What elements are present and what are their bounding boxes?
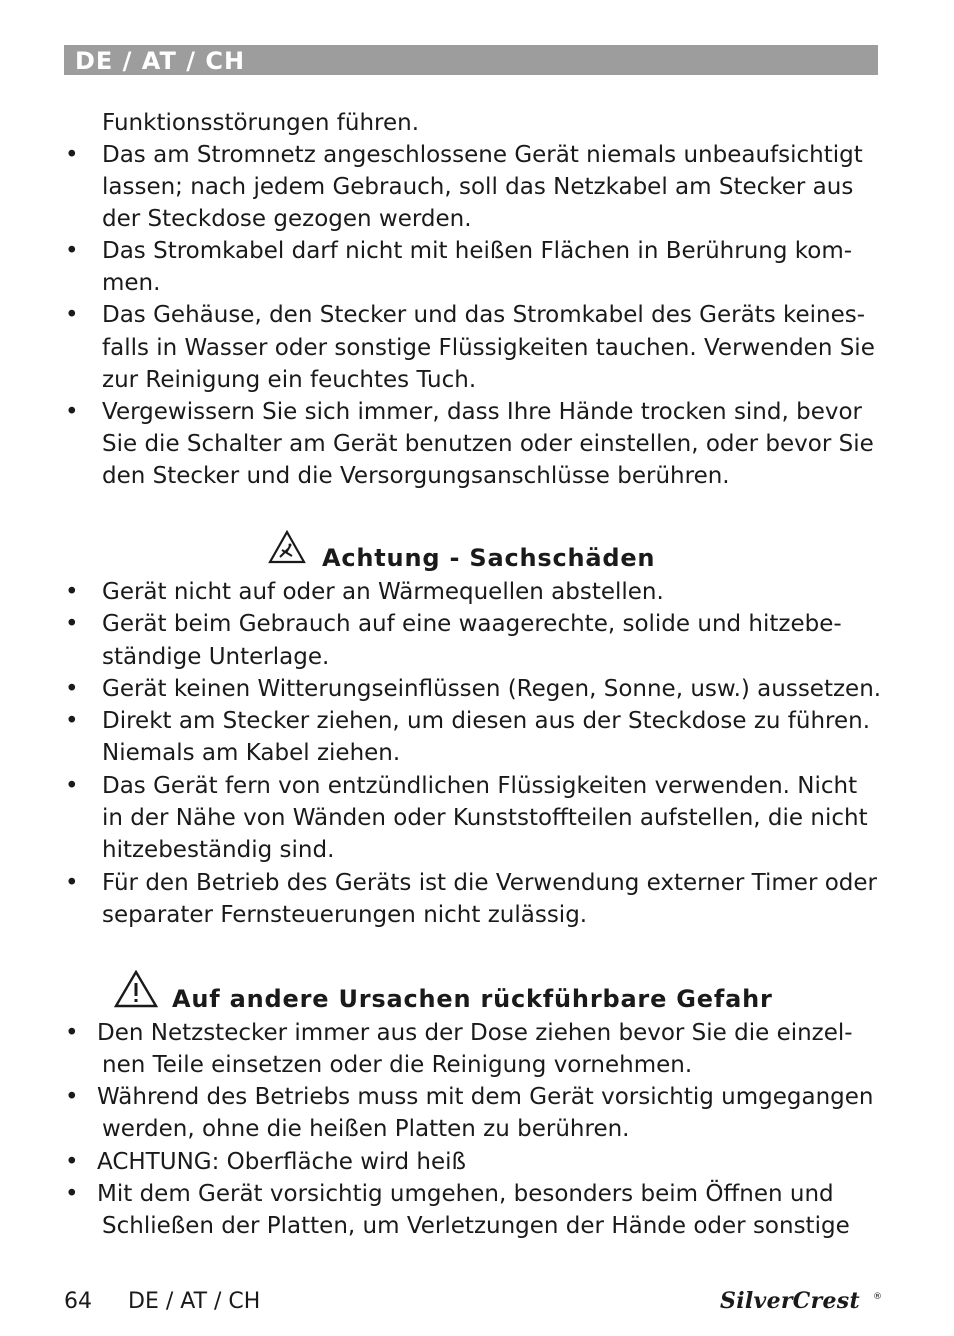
list-item-line: Gerät keinen Witterungseinflüssen (Regen, Sonne, usw.) aussetzen. [102,676,882,702]
section-header-bar [64,45,878,75]
bullet-dot: • [65,773,79,799]
header-label: DE / AT / CH [75,47,246,75]
warning-triangle-icon [114,970,158,1008]
list-item-line: zur Reinigung ein feuchtes Tuch. [102,367,477,393]
list-item-line: Das Stromkabel darf nicht mit heißen Flächen in Berührung kom- [102,238,853,264]
list-item-line: der Steckdose gezogen werden. [102,206,472,232]
list-item-line: Mit dem Gerät vorsichtig umgehen, besonders beim Öffnen und [97,1181,834,1207]
list-item-line: men. [102,270,161,296]
list-item-line: nen Teile einsetzen oder die Reinigung vornehmen. [102,1052,693,1078]
list-item-line: Für den Betrieb des Geräts ist die Verwendung externer Timer oder [102,870,878,896]
list-item-line: ständige Unterlage. [102,644,330,670]
list-item-line: Gerät nicht auf oder an Wärmequellen abstellen. [102,579,664,605]
intro-continuation: Funktionsstörungen führen. [102,110,420,136]
list-item-line: Vergewissern Sie sich immer, dass Ihre Hände trocken sind, bevor [102,399,862,425]
bullet-dot: • [65,1084,79,1110]
list-item-line: Das Gerät fern von entzündlichen Flüssigkeiten verwenden. Nicht [102,773,858,799]
bullet-dot: • [65,611,79,637]
footer-region: DE / AT / CH [128,1289,261,1314]
brand-logo: SilverCrest [720,1288,860,1314]
bullet-dot: • [65,676,79,702]
bullet-dot: • [65,302,79,328]
bullet-dot: • [65,579,79,605]
section-title-other-hazards: Auf andere Ursachen rückführbare Gefahr [172,985,773,1013]
list-item-line: Sie die Schalter am Gerät benutzen oder einstellen, oder bevor Sie [102,431,874,457]
list-item-line: Das Gehäuse, den Stecker und das Stromkabel des Geräts keines- [102,302,866,328]
list-item-line: Niemals am Kabel ziehen. [102,740,401,766]
list-item-line: falls in Wasser oder sonstige Flüssigkeiten tauchen. Verwenden Sie [102,335,875,361]
list-item-line: lassen; nach jedem Gebrauch, soll das Netzkabel am Stecker aus [102,174,854,200]
section-title-damage: Achtung - Sachschäden [322,544,656,572]
bullet-dot: • [65,142,79,168]
bullet-dot: • [65,1020,79,1046]
list-item-line: separater Fernsteuerungen nicht zulässig. [102,902,588,928]
page-number: 64 [64,1289,92,1314]
bullet-dot: • [65,708,79,734]
bullet-dot: • [65,870,79,896]
warning-damage-icon [268,530,306,564]
list-item-line: in der Nähe von Wänden oder Kunststoffteilen aufstellen, die nicht [102,805,868,831]
list-item-line: Während des Betriebs muss mit dem Gerät vorsichtig umgegangen [97,1084,874,1110]
list-item-line: hitzebeständig sind. [102,837,335,863]
list-item-line: Direkt am Stecker ziehen, um diesen aus der Steckdose zu führen. [102,708,871,734]
bullet-dot: • [65,1181,79,1207]
bullet-dot: • [65,1149,79,1175]
bullet-dot: • [65,399,79,425]
registered-mark: ® [873,1292,882,1302]
list-item-line: Gerät beim Gebrauch auf eine waagerechte, solide und hitzebe- [102,611,842,637]
list-item-line: Das am Stromnetz angeschlossene Gerät niemals unbeaufsichtigt [102,142,863,168]
list-item-line: werden, ohne die heißen Platten zu berühren. [102,1116,630,1142]
list-item-line: Den Netzstecker immer aus der Dose ziehen bevor Sie die einzel- [97,1020,853,1046]
list-item-line: Schließen der Platten, um Verletzungen der Hände oder sonstige [102,1213,850,1239]
list-item-line: den Stecker und die Versorgungsanschlüsse berühren. [102,463,730,489]
list-item-line: ACHTUNG: Oberfläche wird heiß [97,1149,466,1175]
bullet-dot: • [65,238,79,264]
